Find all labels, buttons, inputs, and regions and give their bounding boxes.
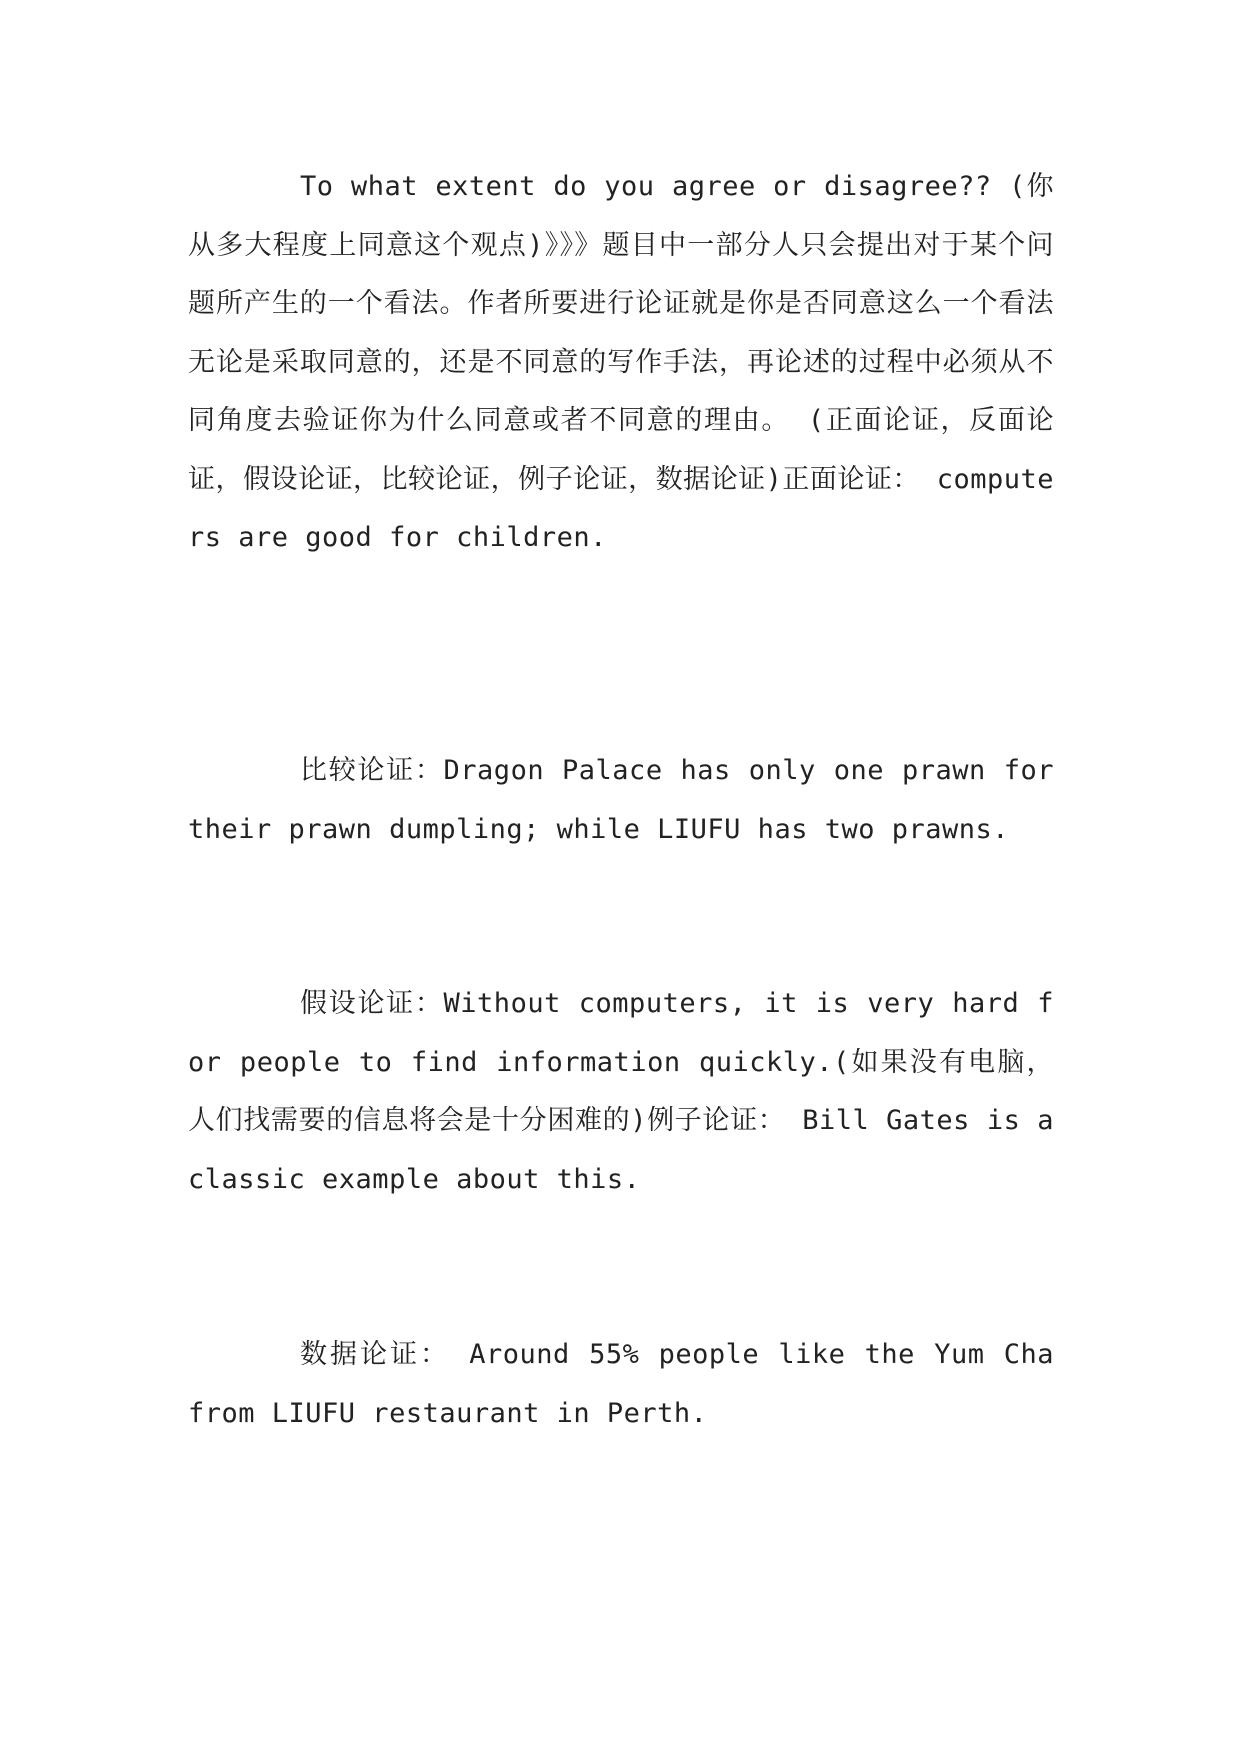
paragraph-data-argument: 数据论证： Around 55% people like the Yum Cha from LIUFU restaurant in Perth.	[188, 1339, 1054, 1429]
paragraph-comparison-argument: 比较论证：Dragon Palace has only one prawn for their prawn dumpling; while LIUFU has two prawns.	[188, 755, 1054, 845]
paragraph-hypothetical-argument: 假设论证：Without computers, it is very hard for people to find information quickly.(如果没有电脑，人们找需要的信息将会是十分困难的)例子论证： Bill Gates is a classic example about this.	[188, 988, 1054, 1195]
paragraph-agree-disagree: To what extent do you agree or disagree?? (你从多大程度上同意这个观点)》》》题目中一部分人只会提出对于某个问题所产生的一个看法。作者所要进行论证就是你是否同意这么一个看法无论是采取同意的，还是不同意的写作手法，再论述的过程中必须从不同角度去验证你为什么同意或者不同意的理由。 (正面论证，反面论证，假设论证，比较论证，例子论证，数据论证)正面论证： computers are good for children.	[188, 171, 1054, 553]
